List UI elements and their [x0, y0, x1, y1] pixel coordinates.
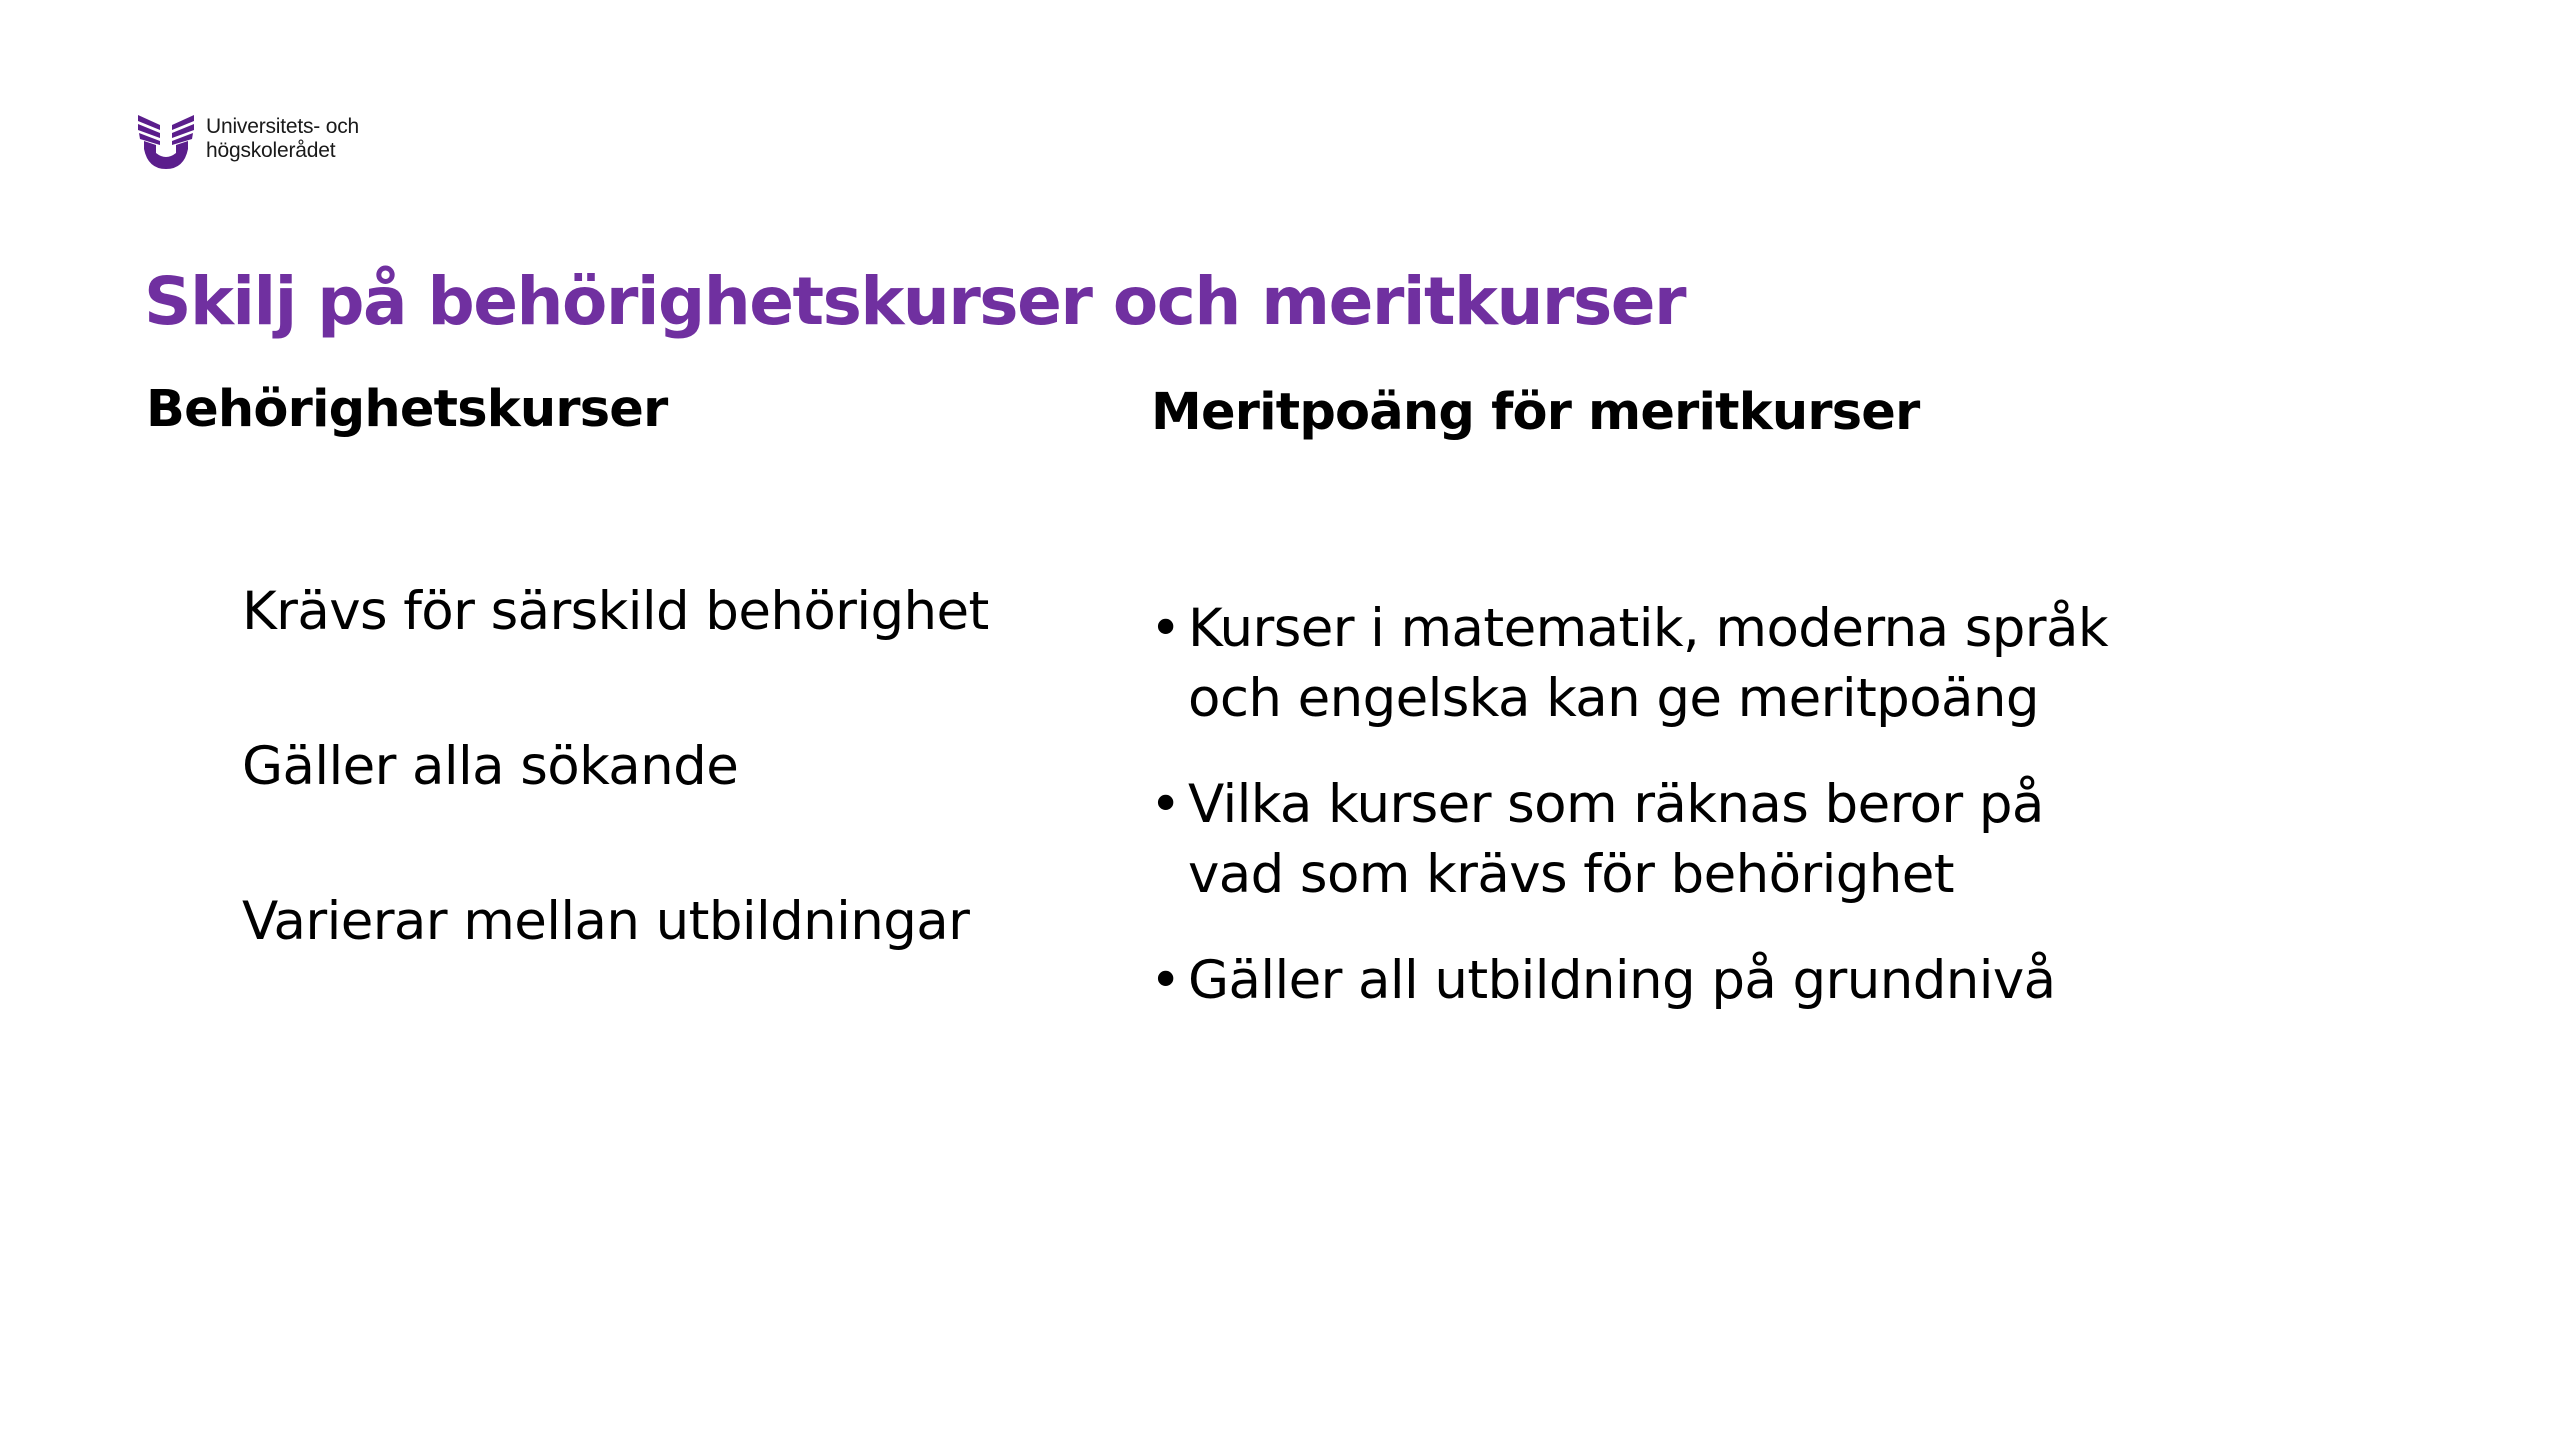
slide-title: Skilj på behörighetskurser och meritkurser [144, 263, 1686, 340]
bullet-text: Kurser i matematik, moderna språk och engelska kan ge meritpoäng [1188, 598, 2108, 729]
logo-line-2: högskolerådet [206, 139, 336, 162]
right-column-heading: Meritpoäng för meritkurser [1151, 383, 1920, 442]
bullet-item [1150, 770, 2150, 910]
bullet-text: Vilka kurser som räknas beror på vad som krävs för behörighet [1188, 774, 2044, 905]
left-column-list [242, 580, 989, 1045]
right-column-list [1150, 594, 2150, 1052]
logo-text [206, 115, 359, 163]
list-item: Gäller alla sökande [242, 736, 739, 797]
list-item: Varierar mellan utbildningar [242, 891, 970, 952]
bullet-item [1150, 594, 2150, 734]
bullet-text: Gäller all utbildning på grundnivå [1188, 950, 2056, 1011]
uhr-logo-icon [134, 107, 198, 171]
left-column-heading: Behörighetskurser [146, 380, 668, 439]
logo [134, 107, 359, 171]
bullet-item [1150, 946, 2150, 1016]
bullet-icon: • [1150, 598, 1181, 659]
bullet-icon: • [1150, 950, 1181, 1011]
bullet-icon: • [1150, 774, 1181, 835]
logo-line-1: Universitets- och [206, 115, 359, 138]
list-item: Krävs för särskild behörighet [242, 581, 989, 642]
